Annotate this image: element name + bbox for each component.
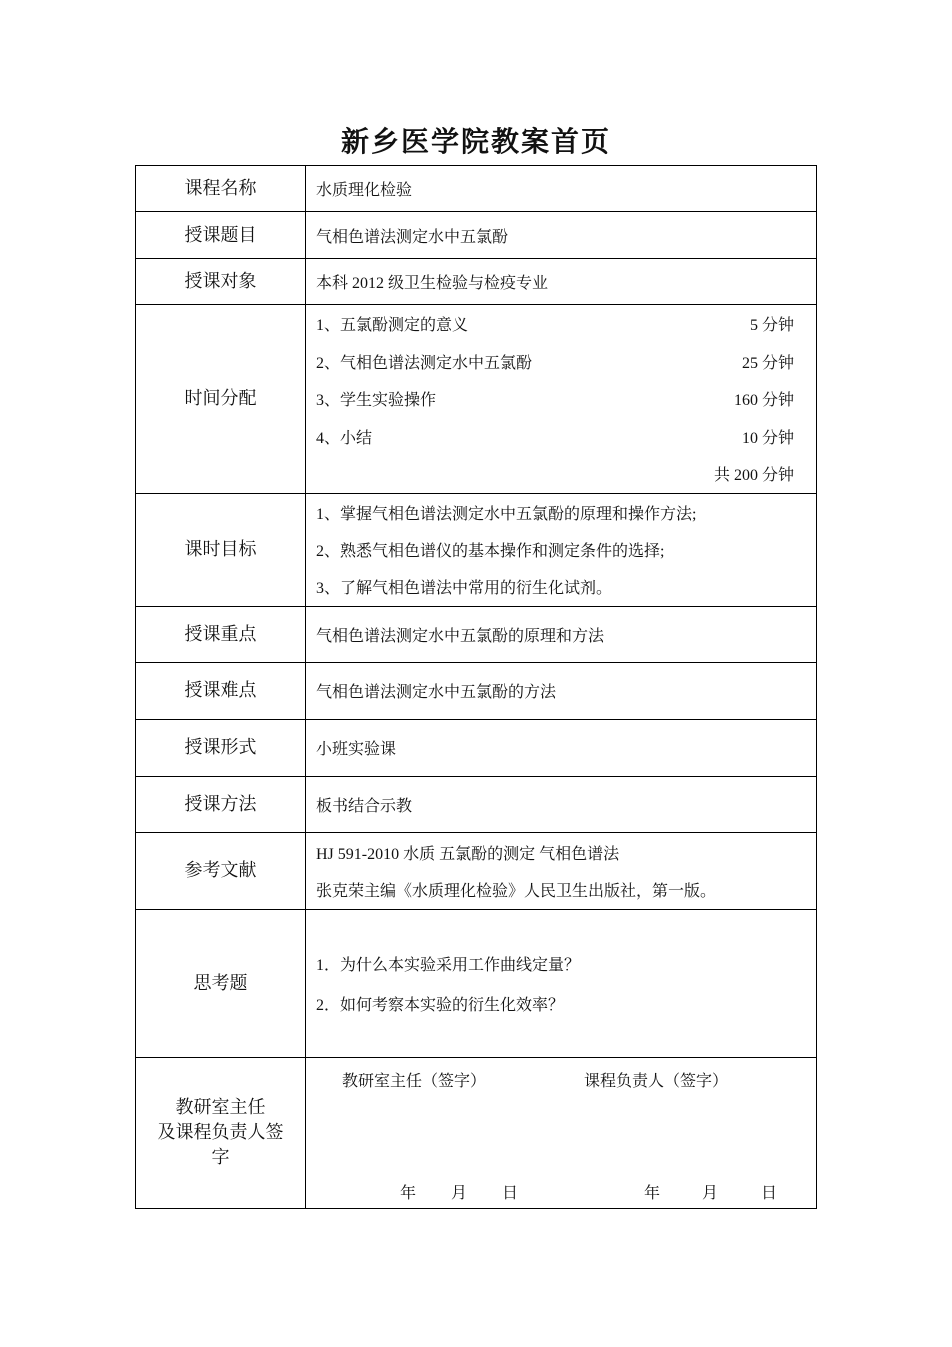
- label-key-points: 授课重点: [136, 606, 306, 662]
- value-references: [306, 832, 817, 909]
- value-questions: [306, 909, 817, 1057]
- reference-item: HJ 591-2010 水质 五氯酚的测定 气相色谱法: [316, 845, 620, 863]
- objective-item: 2、熟悉气相色谱仪的基本操作和测定条件的选择;: [316, 543, 665, 560]
- label-method: 授课方法: [136, 776, 306, 832]
- time-item-text: 3、学生实验操作: [316, 392, 437, 410]
- row-method: [136, 776, 817, 832]
- label-signature-line: 字: [211, 1147, 230, 1167]
- time-item: [316, 305, 794, 343]
- time-item: [316, 380, 794, 418]
- value-course-name: 水质理化检验: [306, 166, 817, 212]
- row-difficulties: [136, 662, 817, 719]
- time-item-duration: 160 分钟: [733, 392, 794, 410]
- reference-item: 张克荣主编《水质理化检验》人民卫生出版社，第一版。: [316, 882, 717, 900]
- time-item-text: 1、五氯酚测定的意义: [316, 317, 469, 335]
- leader-date-year: 年: [644, 1184, 661, 1202]
- leader-date-day: 日: [761, 1184, 778, 1202]
- director-date-month: 月: [451, 1184, 468, 1202]
- row-audience: [136, 259, 817, 305]
- question-item: 2．如何考察本实验的衍生化效率？: [316, 996, 565, 1014]
- time-item-text: 2、气相色谱法测定水中五氯酚: [316, 354, 533, 372]
- leader-date-month: 月: [702, 1184, 719, 1202]
- page-title: 新乡医学院教案首页: [340, 125, 611, 158]
- label-objectives: 课时目标: [136, 493, 306, 606]
- value-method: 板书结合示教: [306, 776, 817, 832]
- time-item: [316, 343, 794, 381]
- director-date-year: 年: [400, 1184, 417, 1202]
- label-topic: 授课题目: [136, 212, 306, 259]
- row-questions: [136, 909, 817, 1057]
- time-total: [316, 455, 794, 493]
- time-total-text: 共 200 分钟: [713, 467, 794, 485]
- row-references: [136, 832, 817, 909]
- row-format: [136, 719, 817, 776]
- value-format: 小班实验课: [306, 719, 817, 776]
- label-questions: 思考题: [136, 909, 306, 1057]
- row-signature: [136, 1057, 817, 1208]
- row-course-name: [136, 166, 817, 212]
- time-item-duration: 5 分钟: [749, 317, 794, 335]
- time-item: [316, 418, 794, 456]
- label-format: 授课形式: [136, 719, 306, 776]
- lesson-plan-table: [135, 165, 817, 1209]
- objective-item: 3、了解气相色谱法中常用的衍生化试剂。: [316, 580, 613, 597]
- director-date-day: 日: [502, 1184, 519, 1202]
- row-topic: [136, 212, 817, 259]
- value-time: [306, 305, 817, 494]
- row-objectives: [136, 493, 817, 606]
- row-key-points: [136, 606, 817, 662]
- value-topic: 气相色谱法测定水中五氯酚: [306, 212, 817, 259]
- time-item-duration: 25 分钟: [741, 354, 794, 372]
- label-signature-line: 教研室主任: [175, 1097, 266, 1117]
- label-difficulties: 授课难点: [136, 662, 306, 719]
- value-key-points: 气相色谱法测定水中五氯酚的原理和方法: [306, 606, 817, 662]
- row-time: [136, 305, 817, 494]
- question-item: 1．为什么本实验采用工作曲线定量？: [316, 956, 581, 974]
- objective-item: 1、掌握气相色谱法测定水中五氯酚的原理和操作方法;: [316, 506, 697, 523]
- time-item-text: 4、小结: [316, 429, 373, 447]
- director-signature-label: 教研室主任（签字）: [342, 1072, 487, 1090]
- label-signature-line: 及课程负责人签: [157, 1122, 284, 1142]
- value-audience: 本科 2012 级卫生检验与检疫专业: [306, 259, 817, 305]
- label-signature: [136, 1057, 306, 1208]
- value-objectives: [306, 493, 817, 606]
- label-time: 时间分配: [136, 305, 306, 494]
- label-course-name: 课程名称: [136, 166, 306, 212]
- leader-signature-label: 课程负责人（签字）: [584, 1072, 729, 1090]
- label-audience: 授课对象: [136, 259, 306, 305]
- time-item-duration: 10 分钟: [741, 429, 794, 447]
- value-signature: [306, 1057, 817, 1208]
- label-references: 参考文献: [136, 832, 306, 909]
- value-difficulties: 气相色谱法测定水中五氯酚的方法: [306, 662, 817, 719]
